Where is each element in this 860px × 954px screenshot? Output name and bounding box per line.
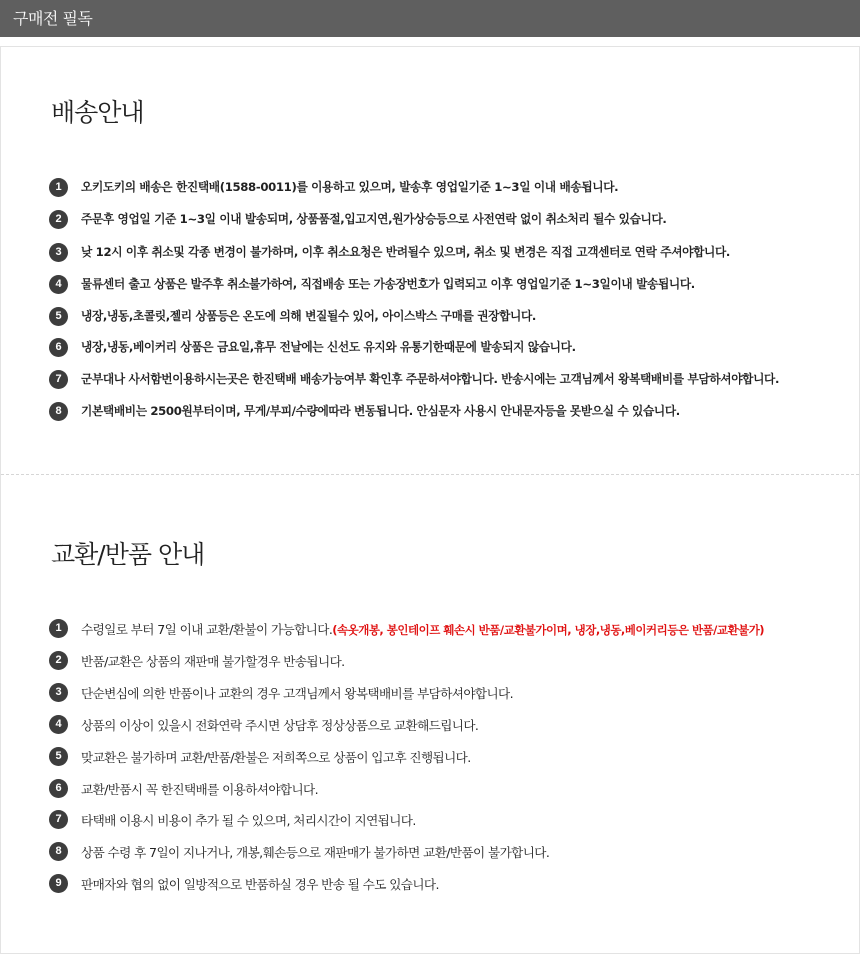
number-badge: 3 — [49, 683, 68, 702]
exchange-section-title: 교환/반품 안내 — [51, 540, 205, 569]
shipping-item-text: 냉장,냉동,초콜릿,젤리 상품등은 온도에 의해 변질될수 있어, 아이스박스 구매를 권장합니다. — [81, 309, 536, 323]
section-divider — [1, 474, 859, 475]
shipping-section-title: 배송안내 — [51, 98, 144, 127]
exchange-item — [49, 745, 471, 767]
number-badge: 7 — [49, 810, 68, 829]
shipping-item — [49, 368, 779, 390]
exchange-item-text: 단순변심에 의한 반품이나 교환의 경우 고객님께서 왕복택배비를 부담하셔야합니다. — [81, 685, 514, 701]
number-badge: 6 — [49, 338, 68, 357]
shipping-item-text: 낮 12시 이후 취소및 각종 변경이 불가하며, 이후 취소요청은 반려될수 있으며, 취소 및 변경은 직접 고객센터로 연락 주셔야합니다. — [81, 245, 731, 259]
exchange-item — [49, 617, 764, 639]
shipping-item — [49, 176, 618, 198]
exchange-item — [49, 808, 416, 830]
shipping-item — [49, 305, 536, 327]
number-badge: 1 — [49, 178, 68, 197]
number-badge: 5 — [49, 307, 68, 326]
number-badge: 2 — [49, 651, 68, 670]
exchange-item-text: 반품/교환은 상품의 재판매 불가할경우 반송됩니다. — [81, 653, 345, 669]
exchange-item — [49, 681, 513, 703]
page-header-bar — [0, 0, 860, 37]
exchange-item — [49, 713, 478, 735]
number-badge: 4 — [49, 715, 68, 734]
shipping-item — [49, 400, 680, 422]
exchange-item — [49, 777, 318, 799]
shipping-item — [49, 336, 576, 358]
shipping-item-text: 주문후 영업일 기준 1~3일 이내 발송되며, 상품품절,입고지연,원가상승등으로 사전연락 없이 취소처리 될수 있습니다. — [81, 212, 667, 226]
shipping-item-text: 물류센터 출고 상품은 발주후 취소불가하여, 직접배송 또는 가송장번호가 입력되고 이후 영업일기준 1~3일이내 발송됩니다. — [81, 277, 695, 291]
exchange-item-text: 타택배 이용시 비용이 추가 될 수 있으며, 처리시간이 지연됩니다. — [81, 812, 416, 828]
exchange-item — [49, 840, 549, 862]
exchange-item-text: 맞교환은 불가하며 교환/반품/환불은 저희쪽으로 상품이 입고후 진행됩니다. — [81, 749, 471, 765]
exchange-item — [49, 649, 345, 671]
shipping-item — [49, 241, 730, 263]
exchange-item-text: 상품 수령 후 7일이 지나거나, 개봉,훼손등으로 재판매가 불가하면 교환/반품이 불가합니다. — [81, 844, 550, 860]
number-badge: 5 — [49, 747, 68, 766]
exchange-item-main: 수령일로 부터 7일 이내 교환/환불이 가능합니다. — [81, 621, 333, 637]
exchange-item-text: 상품의 이상이 있을시 전화연락 주시면 상담후 정상상품으로 교환해드립니다. — [81, 717, 479, 733]
exchange-item-text: 판매자와 협의 없이 일방적으로 반품하실 경우 반송 될 수도 있습니다. — [81, 876, 439, 892]
number-badge: 3 — [49, 243, 68, 262]
number-badge: 1 — [49, 619, 68, 638]
shipping-item — [49, 273, 695, 295]
exchange-warning-note: (속옷개봉, 봉인테이프 훼손시 반품/교환불가이며, 냉장,냉동,베이커리등은 반품/교환불가) — [332, 622, 765, 637]
shipping-item-text: 냉장,냉동,베이커리 상품은 금요일,휴무 전날에는 신선도 유지와 유통기한때문에 발송되지 않습니다. — [81, 340, 576, 354]
header-title: 구매전 필독 — [13, 9, 93, 28]
exchange-item-text: 교환/반품시 꼭 한진택배를 이용하셔야합니다. — [81, 781, 319, 797]
number-badge: 9 — [49, 874, 68, 893]
number-badge: 4 — [49, 275, 68, 294]
number-badge: 6 — [49, 779, 68, 798]
shipping-item-text: 기본택배비는 2500원부터이며, 무게/부피/수량에따라 변동됩니다. 안심문자 사용시 안내문자등을 못받으실 수 있습니다. — [81, 404, 680, 418]
exchange-item — [49, 872, 439, 894]
number-badge: 2 — [49, 210, 68, 229]
number-badge: 8 — [49, 842, 68, 861]
shipping-item-text: 오키도키의 배송은 한진택배(1588-0011)를 이용하고 있으며, 발송후 영업일기준 1~3일 이내 배송됩니다. — [81, 180, 619, 194]
exchange-item-text — [81, 619, 764, 638]
number-badge: 7 — [49, 370, 68, 389]
number-badge: 8 — [49, 402, 68, 421]
shipping-item — [49, 208, 667, 230]
shipping-item-text: 군부대나 사서함번이용하시는곳은 한진택배 배송가능여부 확인후 주문하셔야합니다. 반송시에는 고객님께서 왕복택배비를 부담하셔야합니다. — [81, 372, 780, 386]
